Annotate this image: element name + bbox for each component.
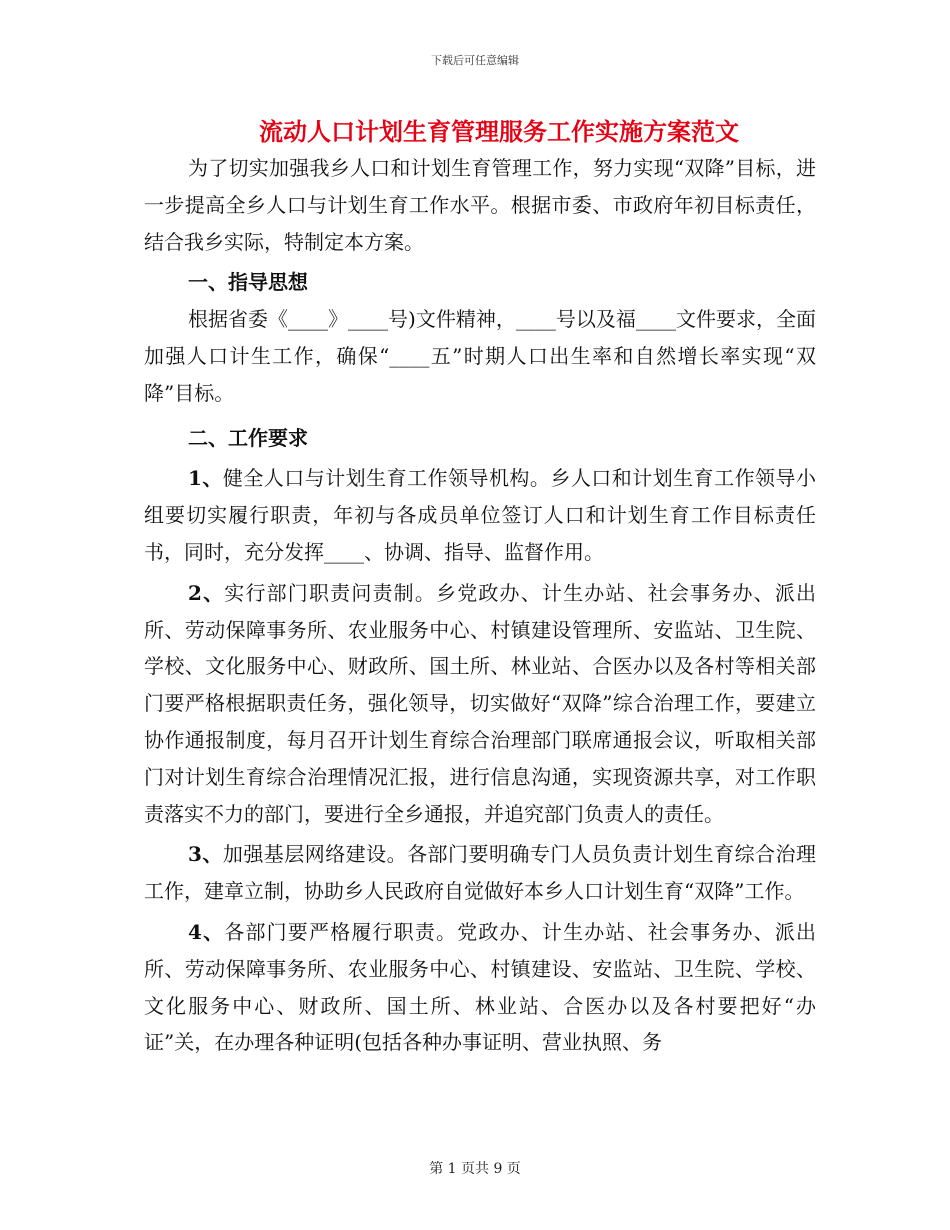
requirement-item-1 (144, 460, 816, 570)
requirement-item-3 (144, 836, 816, 910)
item-text: 实行部门职责问责制。乡党政办、计生办站、社会事务办、派出所、劳动保障事务所、农业服务中心、村镇建设管理所、安监站、卫生院、学校、文化服务中心、财政所、国土所、林业站、合医办以及各村等相关部门要严格根据职责任务，强化领导，切实做好“双降”综合治理工作，要建立协作通报制度，每月召开计划生育综合治理部门联席通报会议，听取相关部门对计划生育综合治理情况汇报，进行信息沟通，实现资源共享，对工作职责落实不力的部门，要进行全乡通报，并追究部门负责人的责任。 (144, 580, 817, 826)
guiding-thought-paragraph: 根据省委《____》____号)文件精神，____号以及福____文件要求，全面加强人口计生工作，确保“____五”时期人口出生率和自然增长率实现“双降”目标。 (144, 307, 816, 405)
item-text: 加强基层网络建设。各部门要明确专门人员负责计划生育综合治理工作，建章立制，协助乡人民政府自觉做好本乡人口计划生育“双降”工作。 (144, 842, 816, 904)
item-number: 1、 (188, 466, 223, 491)
item-number: 2、 (188, 580, 225, 605)
item-number: 4、 (188, 919, 225, 944)
item-number: 3、 (188, 842, 223, 867)
page-header-note: 下载后可任意编辑 (431, 54, 519, 67)
document-title: 流动人口计划生育管理服务工作实施方案范文 (259, 117, 739, 146)
section-heading-guiding-thought: 一、指导思想 (188, 270, 308, 295)
page-footer: 第 1 页共 9 页 (429, 1161, 521, 1177)
item-text: 健全人口与计划生育工作领导机构。乡人口和计划生育工作领导小组要切实履行职责，年初与各成员单位签订人口和计划生育工作目标责任书，同时，充分发挥____、协调、指导、监督作用。 (144, 466, 816, 564)
intro-paragraph: 为了切实加强我乡人口和计划生育管理工作，努力实现“双降”目标，进一步提高全乡人口与计划生育工作水平。根据市委、市政府年初目标责任，结合我乡实际，特制定本方案。 (144, 156, 816, 254)
section-heading-work-requirements: 二、工作要求 (188, 425, 308, 450)
requirement-item-4 (144, 914, 816, 1061)
item-text: 各部门要严格履行职责。党政办、计生办站、社会事务办、派出所、劳动保障事务所、农业服务中心、村镇建设、安监站、卫生院、学校、文化服务中心、财政所、国土所、林业站、合医办以及各村要把好“办证”关，在办理各种证明(包括各种办事证明、营业执照、务 (144, 919, 817, 1055)
document-body (144, 150, 816, 1061)
requirement-item-2 (144, 575, 816, 833)
